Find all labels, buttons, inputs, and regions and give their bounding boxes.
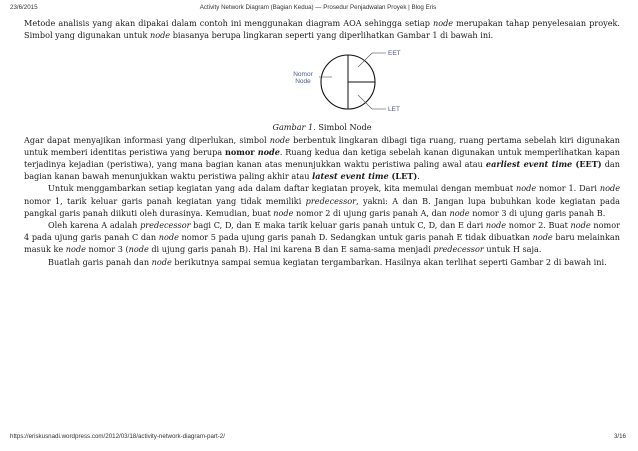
figure-caption [24,121,620,133]
text-span: berbentuk lingkaran dibagi tiga ruang, ruang pertama sebelah kiri digunakan untuk memberi identitas peristiwa yang berupa [24,134,620,157]
text-span: di ujung garis panah B). Hal ini karena B dan E sama-sama menjadi [148,244,434,255]
caption-label: Gambar 1. [272,122,316,133]
text-span: merupakan tahap penyelesaian proyek. Simbol yang digunakan untuk [24,18,621,41]
italic-term: predecessor [140,220,191,231]
intro-paragraph [24,17,620,41]
italic-term: predecessor [305,195,357,206]
node-symbol-diagram [254,47,454,117]
text-span: nomor 3 di ujung garis panah B. [469,207,606,218]
text-span: bagi C, D, dan E maka tarik keluar garis panah untuk C, D, dan E dari [190,220,486,231]
text-span: . Ruang kedua dan ketiga sebelah kanan digunakan untuk memperlihatkan kapan terjadinya kejadian (peristiwa), yang mana bagian kanan atas menunjukkan waktu peristiwa paling awal atau [24,146,621,170]
text-span: baru melainkan masuk ke [24,232,620,255]
italic-term: node [485,220,507,231]
text-span: nomor 2 di ujung garis panah A, dan [293,207,450,218]
text-span: , yakni: A dan B. Jangan lupa bubuhkan kode kegiatan pada pangkal garis panah diikuti oleh durasinya. Kemudian, buat [24,195,620,218]
italic-term: node [269,134,290,145]
text-span: Agar dapat menyajikan informasi yang diperlukan, simbol [24,134,270,145]
bold-italic-term: latest event time [312,171,389,182]
bold-italic-term: node [257,146,280,157]
text-span: Metode analisis yang akan dipakai dalam contoh ini menggunakan diagram AOA sehingga setiap [24,18,433,28]
italic-term: node [432,18,454,28]
let-label: LET [388,106,400,114]
text-span: nomor 3 ( [85,244,129,255]
text-span: berikutnya sampai semua kegiatan tergambarkan. Hasilnya akan terlihat seperti Gambar 2 di bawah ini. [171,256,607,267]
text-span: . [417,171,420,182]
print-page-title: Activity Network Diagram (Bagian Kedua) — Prosedur Penjadwalan Proyek | Blog Eris [199,4,437,11]
caption-text: Simbol Node [315,122,372,133]
text-span: nomor 4 pada ujung garis panah C dan [24,220,620,243]
article-body [24,17,620,268]
text-span: Buatlah garis panah dan [48,256,152,267]
italic-term: node [65,244,86,255]
italic-term: node [149,30,171,41]
italic-term: node [570,220,591,231]
italic-term: node [599,183,621,194]
text-span: biasanya berupa lingkaran seperti yang diperlihatkan Gambar 1 di bawah ini. [170,30,494,41]
text-span: nomor 1. Dari [536,183,600,194]
italic-term: node [158,232,179,243]
italic-term: node [449,207,470,218]
italic-term: node [516,183,537,194]
paragraph-node-one [24,182,620,219]
print-page-number: 3/16 [613,433,626,440]
text-span: nomor 5 pada ujung garis panah D. Sedangkan untuk garis panah E tidak dibuatkan [178,232,533,243]
text-span: nomor 1, tarik keluar garis panah kegiatan yang tidak memiliki [24,195,306,206]
print-date: 23/6/2015 [10,4,38,11]
node-number-label-line2: Node [295,78,311,86]
eet-leader-line-diag [358,53,372,67]
text-span: Untuk menggambarkan setiap kegiatan yang ada dalam daftar kegiatan proyek, kita memulai dengan membuat [48,183,517,194]
italic-term: predecessor [433,244,484,255]
bold-term: (EET) [572,159,602,170]
italic-term: node [128,244,149,255]
print-url: https://eriskusnadi.wordpress.com/2012/03/18/activity-network-diagram-part-2/ [10,433,225,440]
node-symbol-figure [254,47,454,117]
paragraph-predecessor-a [24,219,620,256]
eet-label: EET [388,50,401,58]
italic-term: node [151,256,172,267]
italic-term: node [532,232,553,243]
print-header [10,4,626,16]
paragraph-continue [24,256,620,268]
text-span: nomor 2. Buat [506,220,571,231]
node-number-label-line1: Nomor [293,71,313,79]
bold-italic-term: earliest event time [485,159,573,170]
text-span: dan bagian kanan bawah menunjukkan waktu peristiwa paling akhir atau [24,159,620,182]
bold-term: nomor [224,146,258,157]
text-span: untuk H saja. [483,244,542,255]
text-span: Oleh karena A adalah [48,220,141,231]
bold-term: (LET) [388,171,418,182]
paragraph-node-structure [24,134,620,183]
print-footer [10,433,626,443]
italic-term: node [273,207,294,218]
